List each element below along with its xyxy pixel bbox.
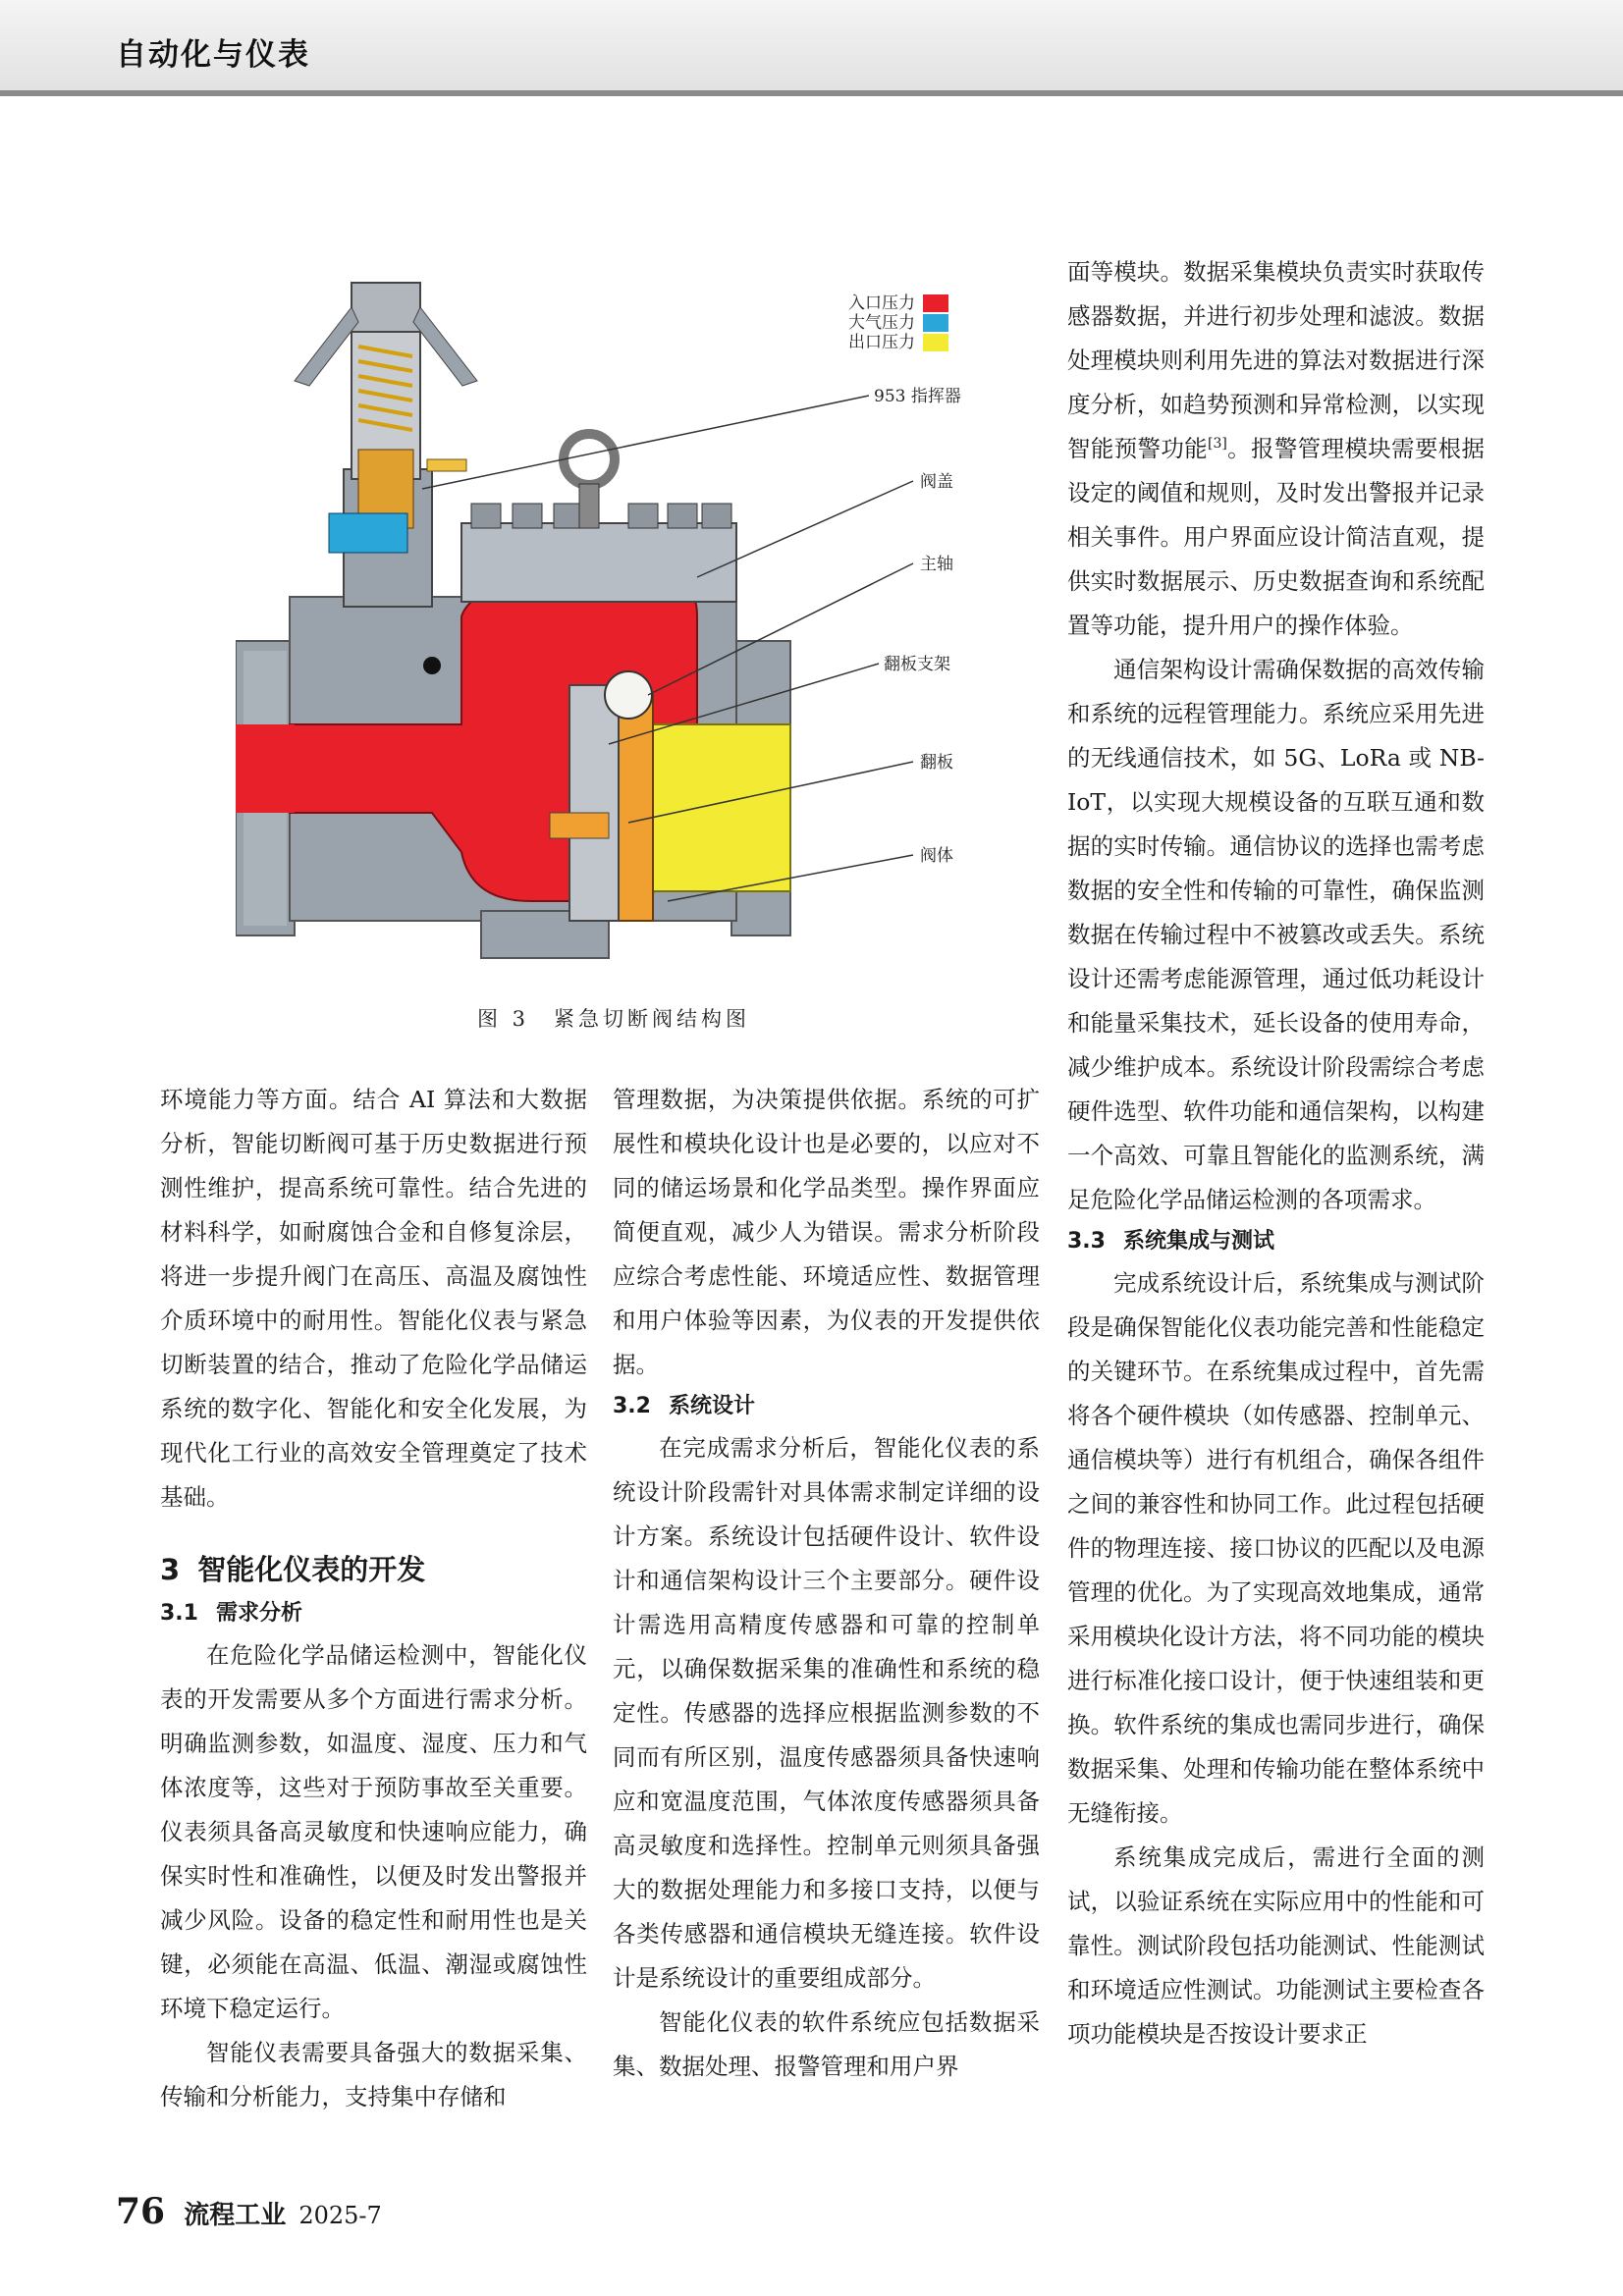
subsection-number: 3.1	[160, 1601, 198, 1626]
column-middle	[613, 1078, 1040, 2089]
subsection-title: 系统设计	[668, 1394, 755, 1418]
valve-structure-figure	[236, 263, 992, 989]
subsection-heading-3-3	[1067, 1222, 1485, 1261]
paragraph	[1067, 250, 1485, 648]
paragraph: 智能仪表需要具备强大的数据采集、传输和分析能力，支持集中存储和	[160, 2039, 587, 2110]
subsection-heading-3-1	[160, 1594, 587, 1633]
page-footer	[116, 2191, 382, 2232]
callout-clapper: 翻板	[920, 753, 953, 773]
column-left	[160, 1078, 587, 2119]
citation-reference[interactable]: [3]	[1208, 436, 1227, 453]
paragraph: 环境能力等方面。结合 AI 算法和大数据分析，智能切断阀可基于历史数据进行预测性维护，提高系统可靠性。结合先进的材料科学，如耐腐蚀合金和自修复涂层，将进一步提升阀门在高压、高温及腐蚀性介质环境中的耐用性。智能化仪表与紧急切断装置的结合，推动了危险化学品储运系统的数字化、智能化和安全化发展，为现代化工行业的高效安全管理奠定了技术基础。	[160, 1086, 587, 1511]
lifting-eye	[564, 434, 615, 485]
paragraph: 智能化仪表的软件系统应包括数据采集、数据处理、报警管理和用户界	[613, 2008, 1040, 2080]
callout-main-shaft: 主轴	[920, 555, 953, 574]
figure-legend	[848, 294, 948, 352]
page-number: 76	[116, 2191, 166, 2232]
paragraph-text: 面等模块。数据采集模块负责实时获取传感器数据，并进行初步处理和滤波。数据处理模块则利用先进的算法对数据进行深度分析，如趋势预测和异常检测，以实现智能预警功能	[1067, 258, 1485, 462]
journal-issue: 2025-7	[298, 2202, 382, 2229]
paragraph-text: 。报警管理模块需要根据设定的阈值和规则，及时发出警报并记录相关事件。用户界面应设计简洁直观，提供实时数据展示、历史数据查询和系统配置等功能，提升用户的操作体验。	[1067, 435, 1486, 639]
subsection-title: 需求分析	[215, 1601, 302, 1626]
section-number: 3	[160, 1553, 181, 1586]
figure-caption: 图 3 紧急切断阀结构图	[476, 1007, 751, 1031]
callout-pilot: 953 指挥器	[874, 387, 961, 406]
legend-swatch-atmospheric	[923, 314, 948, 332]
callout-clapper-bracket: 翻板支架	[884, 655, 950, 674]
header-bar	[0, 0, 1623, 96]
paragraph: 在完成需求分析后，智能化仪表的系统设计阶段需针对具体需求制定详细的设计方案。系统设计包括硬件设计、软件设计和通信架构设计三个主要部分。硬件设计需选用高精度传感器和可靠的控制单元，以确保数据采集的准确性和系统的稳定性。传感器的选择应根据监测参数的不同而有所区别，温度传感器须具备快速响应和宽温度范围，气体浓度传感器须具备高灵敏度和选择性。控制单元则须具备强大的数据处理能力和多接口支持，以便与各类传感器和通信模块无缝连接。软件设计是系统设计的重要组成部分。	[613, 1434, 1040, 1992]
section-header-title: 自动化与仪表	[116, 37, 310, 73]
subsection-title: 系统集成与测试	[1122, 1229, 1274, 1254]
section-title: 智能化仪表的开发	[197, 1553, 426, 1586]
callout-bonnet: 阀盖	[920, 472, 953, 492]
figure-callouts	[874, 386, 961, 866]
subsection-heading-3-2	[613, 1387, 1040, 1426]
paragraph: 通信架构设计需确保数据的高效传输和系统的远程管理能力。系统应采用先进的无线通信技术，如 5G、LoRa 或 NB-IoT，以实现大规模设备的互联互通和数据的实时传输。通信协议的选择也需考虑数据的安全性和传输的可靠性，确保监测数据在传输过程中不被篡改或丢失。系统设计还需考虑能源管理，通过低功耗设计和能量采集技术，延长设备的使用寿命，减少维护成本。系统设计阶段需综合考虑硬件选型、软件功能和通信架构，以构建一个高效、可靠且智能化的监测系统，满足危险化学品储运检测的各项需求。	[1067, 656, 1485, 1213]
paragraph: 管理数据，为决策提供依据。系统的可扩展性和模块化设计也是必要的，以应对不同的储运场景和化学品类型。操作界面应简便直观，减少人为错误。需求分析阶段应综合考虑性能、环境适应性、数据管理和用户体验等因素，为仪表的开发提供依据。	[613, 1086, 1040, 1378]
atmospheric-pressure-chamber	[329, 513, 407, 553]
subsection-number: 3.3	[1067, 1229, 1106, 1254]
journal-name: 流程工业	[184, 2201, 287, 2230]
column-right	[1067, 250, 1485, 2056]
paragraph: 完成系统设计后，系统集成与测试阶段是确保智能化仪表功能完善和性能稳定的关键环节。在系统集成过程中，首先需将各个硬件模块（如传感器、控制单元、通信模块等）进行有机组合，确保各组件之间的兼容性和协同工作。此过程包括硬件的物理连接、接口协议的匹配以及电源管理的优化。为了实现高效地集成，通常采用模块化设计方法，将不同功能的模块进行标准化接口设计，便于快速组装和更换。软件系统的集成也需同步进行，确保数据采集、处理和传输功能在整体系统中无缝衔接。	[1067, 1269, 1485, 1827]
clapper-bracket	[569, 685, 619, 921]
paragraph: 系统集成完成后，需进行全面的测试，以验证系统在实际应用中的性能和可靠性。测试阶段包括功能测试、性能测试和环境适应性测试。功能测试主要检查各项功能模块是否按设计要求正	[1067, 1843, 1485, 2048]
legend-label-outlet: 出口压力	[848, 333, 915, 352]
subsection-number: 3.2	[613, 1394, 651, 1418]
legend-swatch-outlet	[923, 334, 948, 351]
paragraph: 在危险化学品储运检测中，智能化仪表的开发需要从多个方面进行需求分析。明确监测参数，如温度、湿度、压力和气体浓度等，这些对于预防事故至关重要。仪表须具备高灵敏度和快速响应能力，确保实时性和准确性，以便及时发出警报并减少风险。设备的稳定性和耐用性也是关键，必须能在高温、低温、潮湿或腐蚀性环境下稳定运行。	[160, 1641, 587, 2022]
legend-label-atmospheric: 大气压力	[848, 313, 915, 333]
legend-swatch-inlet	[923, 294, 948, 312]
legend-label-inlet: 入口压力	[848, 294, 915, 313]
section-heading-3	[160, 1545, 587, 1594]
bonnet	[461, 523, 736, 602]
callout-valve-body: 阀体	[920, 846, 953, 866]
